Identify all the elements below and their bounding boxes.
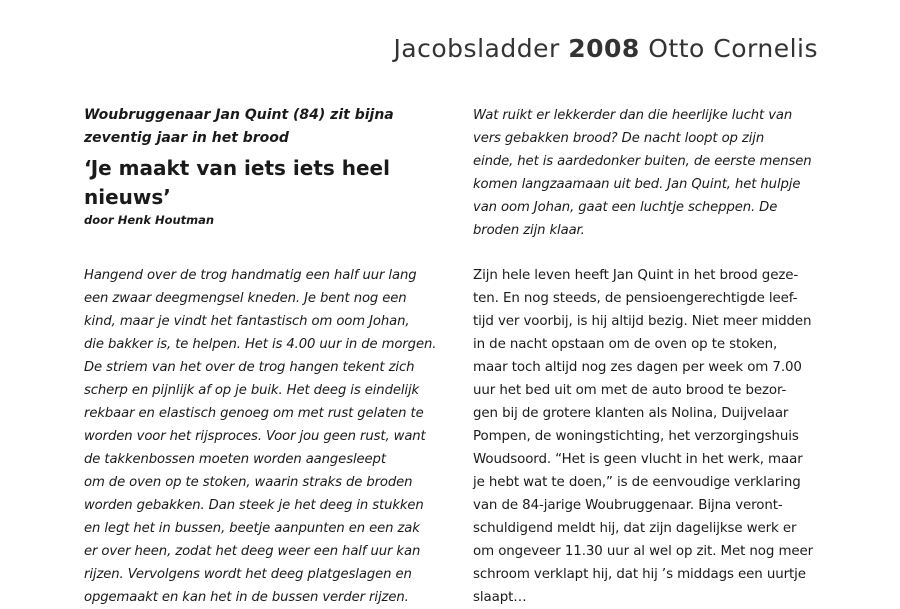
article-subtitle-line-1: Woubruggenaar Jan Quint (84) zit bijna	[84, 107, 394, 123]
body-line: ten. En nog steeds, de pensioengerechtigde leef-	[473, 291, 798, 306]
body-line: De striem van het over de trog hangen tekent zich	[84, 360, 415, 375]
body-line: je hebt wat te doen,” is de eenvoudige verklaring	[473, 475, 801, 490]
intro-line: van oom Johan, gaat een luchtje scheppen. De	[473, 200, 778, 215]
right-column-intro	[473, 104, 812, 242]
article-byline: door Henk Houtman	[84, 213, 215, 227]
body-line: rijzen. Vervolgens wordt het deeg platgeslagen en	[84, 567, 412, 582]
intro-line: Wat ruikt er lekkerder dan die heerlijke lucht van	[473, 108, 793, 123]
article-heading-block	[84, 104, 434, 228]
article-headline-line-2: nieuws’	[84, 185, 171, 209]
body-line: kind, maar je vindt het fantastisch om oom Johan,	[84, 314, 410, 329]
body-line: schuldigend meldt hij, dat zijn dagelijkse werk er	[473, 521, 797, 536]
body-line: tijd ver voorbij, is hij altijd bezig. Niet meer midden	[473, 314, 812, 329]
body-line: om de oven op te stoken, waarin straks de broden	[84, 475, 413, 490]
body-line: die bakker is, te helpen. Het is 4.00 uur in de morgen.	[84, 337, 437, 352]
body-line: scherp en pijnlijk af op je buik. Het deeg is eindelijk	[84, 383, 420, 398]
body-line: een zwaar deegmengsel kneden. Je bent nog een	[84, 291, 407, 306]
intro-line: komen langzaamaan uit bed. Jan Quint, het hulpje	[473, 177, 801, 192]
right-column-body	[473, 264, 813, 609]
body-line: Zijn hele leven heeft Jan Quint in het brood geze-	[473, 268, 799, 283]
body-line: slaapt…	[473, 590, 527, 605]
body-line: Woudsoord. “Het is geen vlucht in het werk, maar	[473, 452, 803, 467]
header-year: 2008	[568, 34, 640, 63]
body-line: opgemaakt en kan het in de bussen verder rijzen.	[84, 590, 409, 605]
body-line: uur het bed uit om met de auto brood te bezor-	[473, 383, 787, 398]
body-line: maar toch altijd nog zes dagen per week om 7.00	[473, 360, 802, 375]
intro-line: einde, het is aardedonker buiten, de eerste mensen	[473, 154, 812, 169]
body-line: om ongeveer 11.30 uur al wel op zit. Met nog meer	[473, 544, 814, 559]
body-line: Pompen, de woningstichting, het verzorgingshuis	[473, 429, 799, 444]
body-line: er over heen, zodat het deeg weer een half uur kan	[84, 544, 421, 559]
body-line: worden gebakken. Dan steek je het deeg in stukken	[84, 498, 424, 513]
article-subtitle-line-2: zeventig jaar in het brood	[84, 130, 289, 146]
body-line: Hangend over de trog handmatig een half uur lang	[84, 268, 417, 283]
body-line: in de nacht opstaan om de oven op te stoken,	[473, 337, 778, 352]
intro-line: vers gebakken brood? De nacht loopt op zijn	[473, 131, 765, 146]
body-line: schroom verklapt hij, dat hij ’s middags een uurtje	[473, 567, 806, 582]
body-line: gen bij de grotere klanten als Nolina, Duijvelaar	[473, 406, 789, 421]
body-line: worden voor het rijsproces. Voor jou geen rust, want	[84, 429, 426, 444]
body-line: de takkenbossen moeten worden aangesleept	[84, 452, 386, 467]
intro-line: broden zijn klaar.	[473, 223, 585, 238]
body-line: rekbaar en elastisch genoeg om met rust gelaten te	[84, 406, 424, 421]
left-column-body	[84, 264, 436, 609]
page-header	[393, 34, 818, 63]
body-line: van de 84-jarige Woubruggenaar. Bijna veront-	[473, 498, 783, 513]
header-author: Otto Cornelis	[648, 34, 818, 63]
body-line: en legt het in bussen, beetje aanpunten en een zak	[84, 521, 420, 536]
header-title: Jacobsladder	[393, 34, 560, 63]
article-headline-line-1: ‘Je maakt van iets iets heel	[84, 156, 390, 180]
